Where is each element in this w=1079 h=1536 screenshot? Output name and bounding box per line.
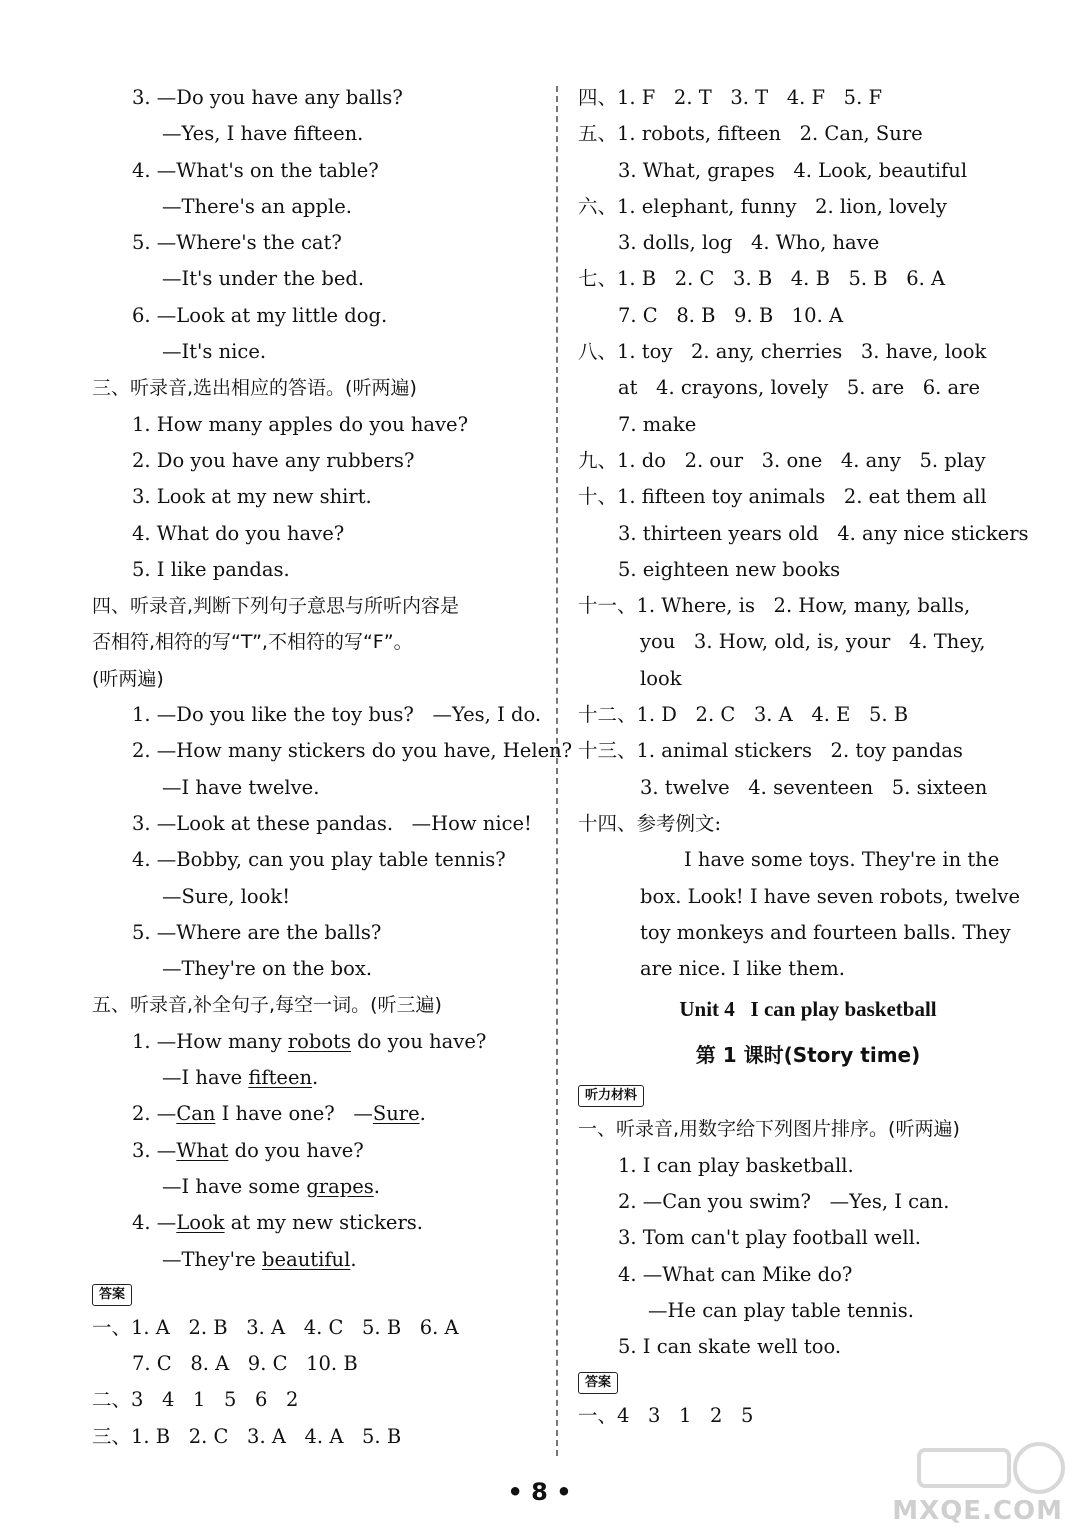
watermark-logo [892, 1440, 1069, 1530]
text-line: 1. —Do you like the toy bus? —Yes, I do. [132, 703, 542, 727]
text-line: 九、1. do 2. our 3. one 4. any 5. play [578, 448, 986, 472]
text-line: 3. dolls, log 4. Who, have [618, 231, 880, 255]
fill-blank-line: —I have some grapes. [162, 1174, 380, 1198]
text-line: 十四、参考例文: [578, 811, 722, 835]
text-line: 二、3 4 1 5 6 2 [92, 1388, 299, 1412]
unit-title: Unit 4 I can play basketball [679, 997, 937, 1022]
text-line: 十三、1. animal stickers 2. toy pandas [578, 739, 963, 763]
fill-blank-line: 4. —Look at my new stickers. [132, 1211, 423, 1235]
text-line: —I have twelve. [162, 775, 320, 799]
right-column [578, 80, 1038, 1434]
fill-blank-line: —They're beautiful. [162, 1247, 357, 1271]
text-line: 5. —Where are the balls? [132, 920, 382, 944]
text-line: 十二、1. D 2. C 3. A 4. E 5. B [578, 703, 909, 727]
left-column [92, 80, 573, 1455]
text-line: —It's nice. [162, 340, 267, 364]
text-line: 五、听录音,补全句子,每空一词。(听三遍) [92, 994, 442, 1017]
listening-material-badge: 听力材料 [578, 1085, 644, 1107]
text-line: 否相符,相符的写“T”,不相符的写“F”。 [92, 631, 413, 654]
fill-blank-line: 2. —Can I have one? —Sure. [132, 1102, 426, 1126]
text-line: —He can play table tennis. [648, 1298, 914, 1322]
text-line: —There's an apple. [162, 194, 352, 218]
text-line: 2. —Can you swim? —Yes, I can. [618, 1190, 950, 1214]
text-line: 2. Do you have any rubbers? [132, 448, 415, 472]
text-line: (听两遍) [92, 667, 164, 690]
text-line: 3. Tom can't play football well. [618, 1226, 922, 1250]
text-line: you 3. How, old, is, your 4. They, [640, 630, 986, 654]
text-line: 3. —Do you have any balls? [132, 86, 403, 109]
text-line: 1. How many apples do you have? [132, 412, 469, 436]
text-line: 4. —What's on the table? [132, 158, 379, 182]
text-line: 4. —What can Mike do? [618, 1262, 853, 1286]
text-line: 八、1. toy 2. any, cherries 3. have, look [578, 340, 987, 364]
text-line: 4. —Bobby, can you play table tennis? [132, 848, 506, 872]
text-line: 七、1. B 2. C 3. B 4. B 5. B 6. A [578, 267, 946, 291]
text-line: 3. thirteen years old 4. any nice stickers [618, 521, 1029, 545]
watermark-icon [899, 1440, 1069, 1500]
text-line: 四、1. F 2. T 3. T 4. F 5. F [578, 86, 883, 109]
text-line: —Sure, look! [162, 884, 291, 908]
text-line: 四、听录音,判断下列句子意思与所听内容是 [92, 595, 460, 618]
text-line: 5. eighteen new books [618, 557, 841, 581]
text-line: look [640, 666, 682, 690]
text-line: 3. Look at my new shirt. [132, 485, 372, 509]
fill-blank-line: 3. —What do you have? [132, 1138, 364, 1162]
text-line: 3. —Look at these pandas. —How nice! [132, 811, 532, 835]
text-line: at 4. crayons, lovely 5. are 6. are [618, 376, 981, 400]
text-line: 十一、1. Where, is 2. How, many, balls, [578, 594, 971, 618]
watermark-text: MXQE.COM [892, 1496, 1063, 1526]
text-line: 1. I can play basketball. [618, 1153, 854, 1177]
text-line: 4. What do you have? [132, 521, 345, 545]
page-number: • 8 • [507, 1478, 572, 1506]
text-line: 5. —Where's the cat? [132, 231, 342, 255]
text-line: 2. —How many stickers do you have, Helen? [132, 739, 573, 763]
text-line: 7. C 8. A 9. C 10. B [132, 1352, 358, 1376]
column-divider [556, 86, 558, 1456]
text-line: 十、1. fifteen toy animals 2. eat them all [578, 485, 987, 509]
text-line: —Yes, I have fifteen. [162, 122, 364, 146]
answer-badge: 答案 [92, 1284, 132, 1306]
unit4-listening-lines [578, 1111, 1038, 1365]
text-line: 5. I like pandas. [132, 557, 290, 581]
text-line: 5. I can skate well too. [618, 1335, 842, 1359]
sample-essay: I have some toys. They're in the box. Look! I have seven robots, twelve toy monkeys and fourteen balls. They are nice. I like them. [640, 848, 1020, 981]
text-line: 一、听录音,用数字给下列图片排序。(听两遍) [578, 1118, 960, 1141]
left-listening-lines [92, 80, 573, 1024]
text-line: 6. —Look at my little dog. [132, 303, 388, 327]
text-line: 五、1. robots, fifteen 2. Can, Sure [578, 122, 923, 146]
text-line: 三、1. B 2. C 3. A 4. A 5. B [92, 1424, 402, 1448]
right-answer-lines [578, 80, 1038, 842]
fill-blank-line: 1. —How many robots do you have? [132, 1029, 487, 1053]
text-line: 三、听录音,选出相应的答语。(听两遍) [92, 377, 417, 400]
unit4-answer-line: 一、4 3 1 2 5 [578, 1403, 754, 1427]
lesson-title: 第 1 课时(Story time) [695, 1043, 921, 1068]
fill-blank-line: —I have fifteen. [162, 1066, 319, 1090]
text-line: —They're on the box. [162, 957, 373, 981]
text-line: —It's under the bed. [162, 267, 365, 291]
left-answers [92, 1310, 542, 1455]
text-line: 3. twelve 4. seventeen 5. sixteen [640, 775, 988, 799]
answer-badge: 答案 [578, 1372, 618, 1394]
text-line: 一、1. A 2. B 3. A 4. C 5. B 6. A [92, 1315, 459, 1339]
text-line: 3. What, grapes 4. Look, beautiful [618, 158, 968, 182]
text-line: 六、1. elephant, funny 2. lion, lovely [578, 194, 947, 218]
text-line: 7. make [618, 412, 697, 436]
text-line: 7. C 8. B 9. B 10. A [618, 303, 844, 327]
